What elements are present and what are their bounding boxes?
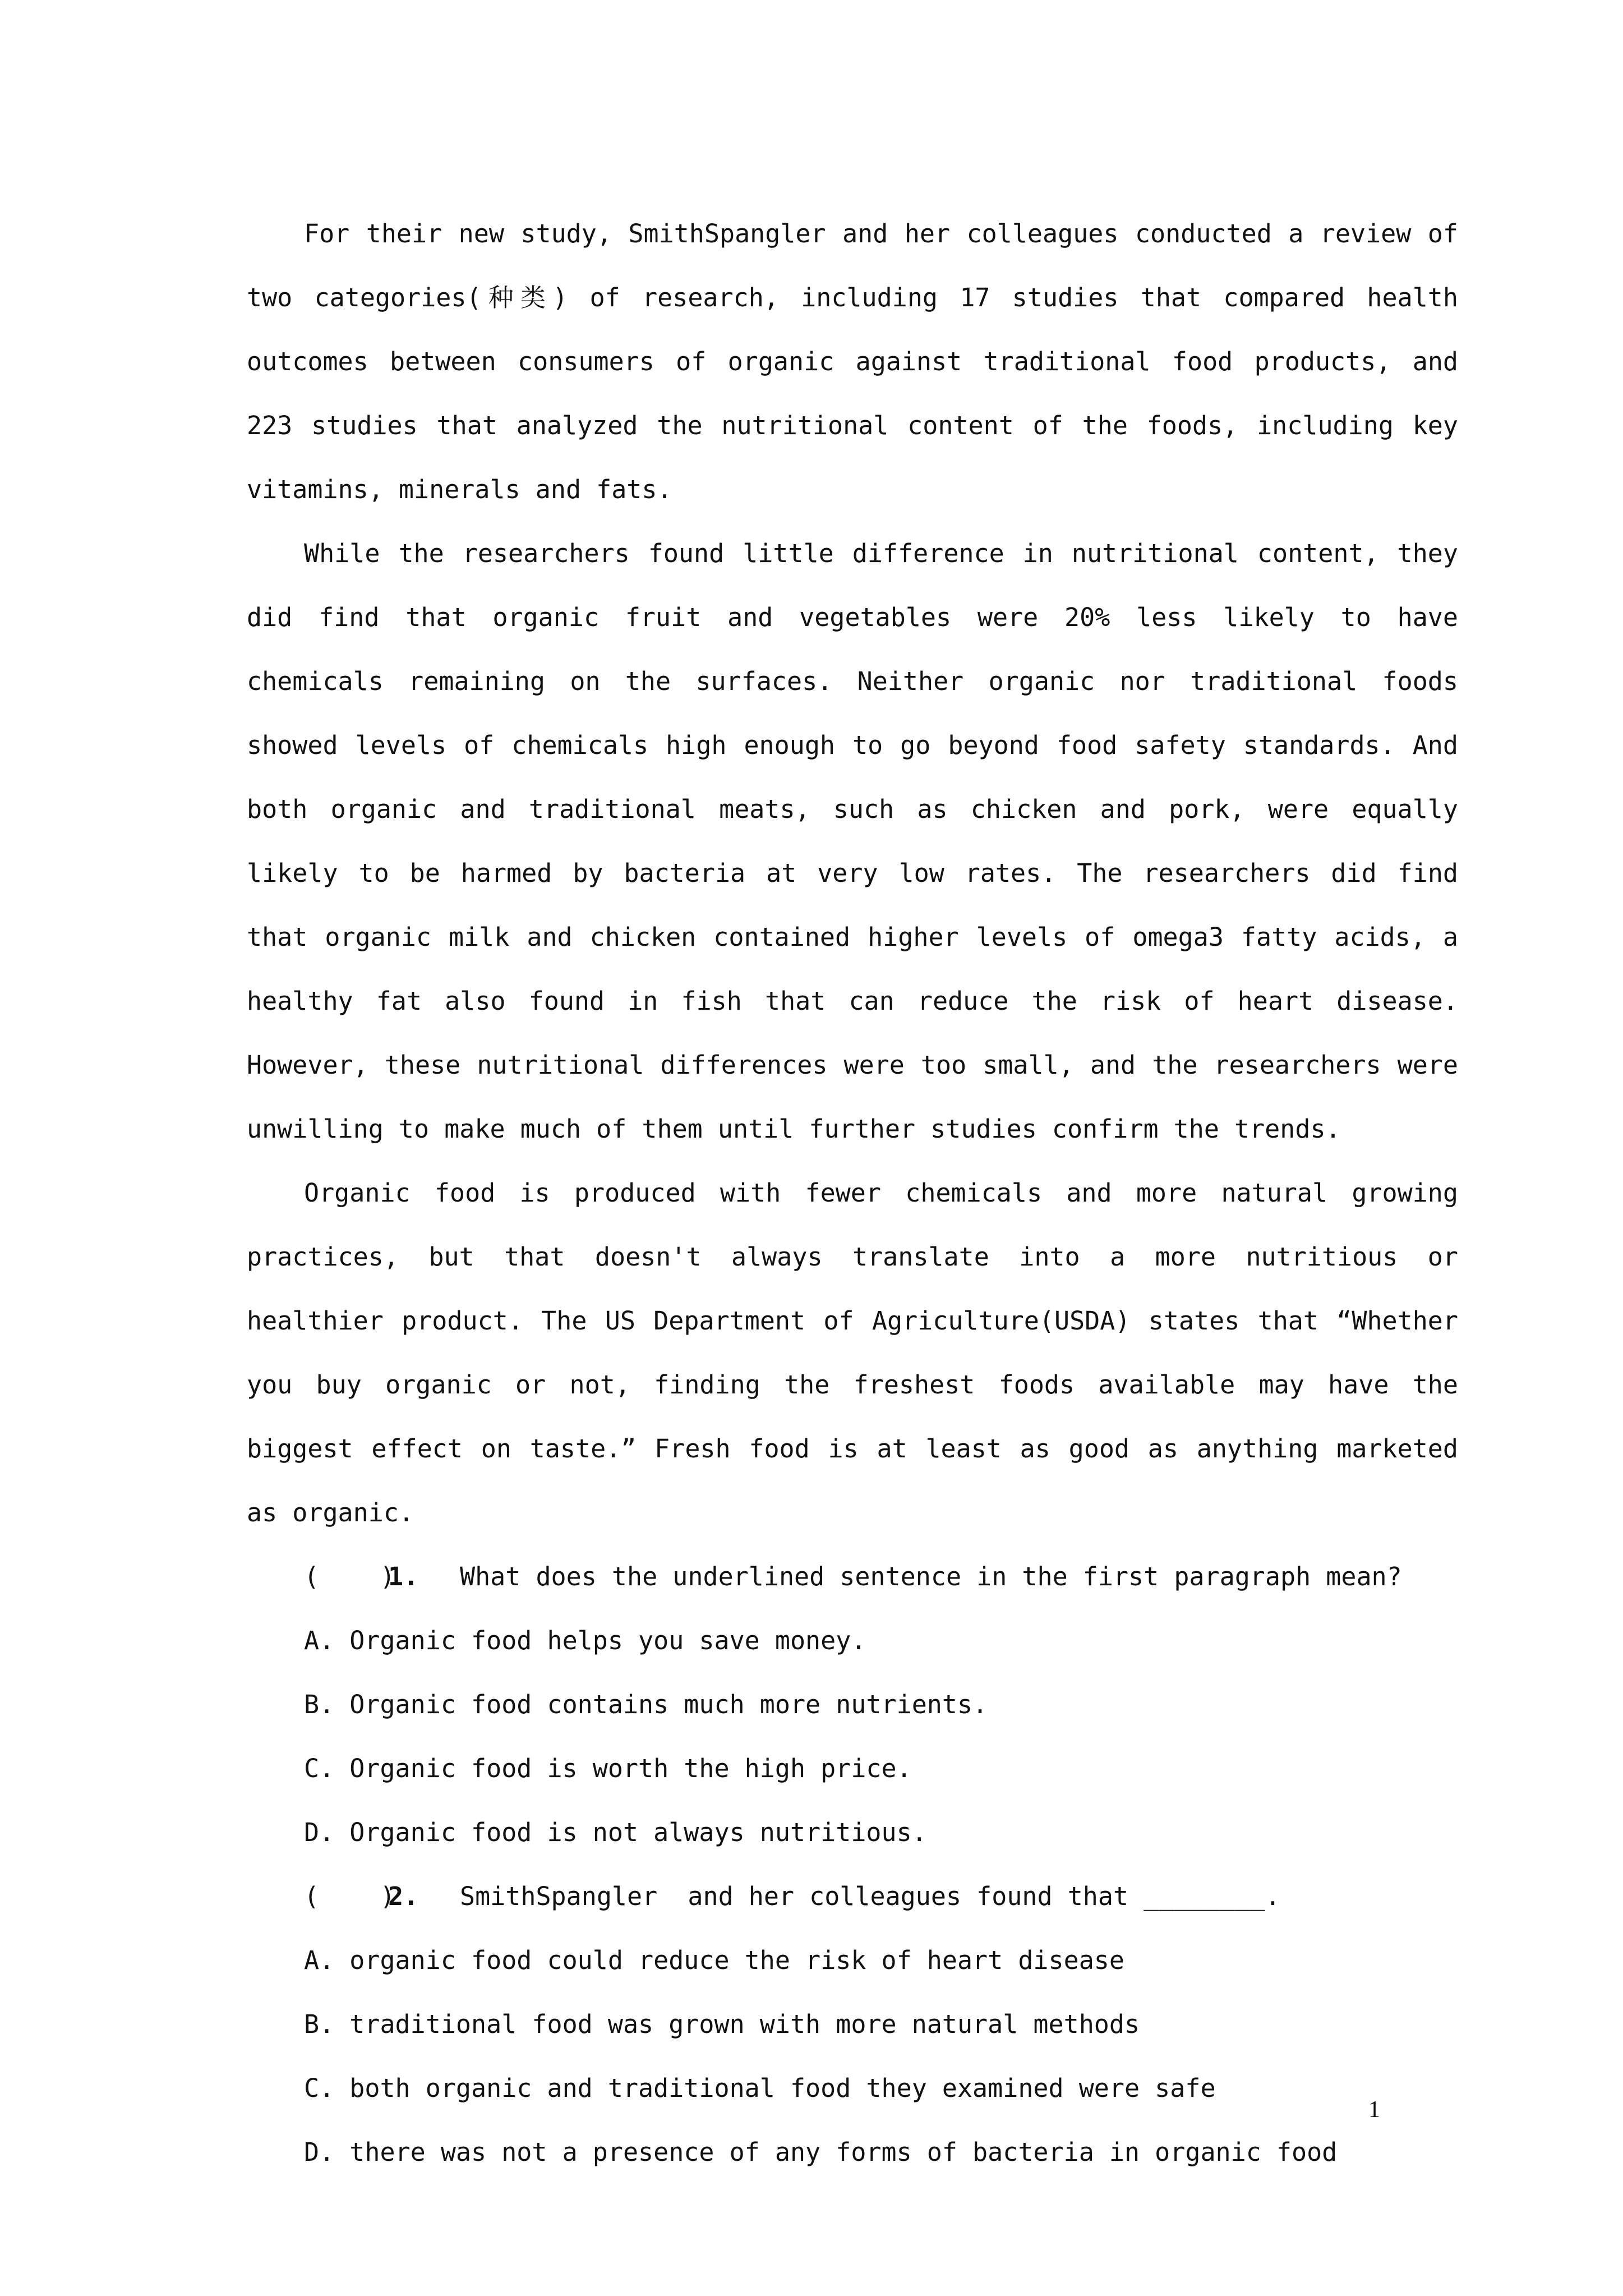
answer-blank-2: ( ) bbox=[304, 1881, 395, 1911]
question-2-stem-line bbox=[247, 1865, 1458, 1929]
page-number: 1 bbox=[1368, 2097, 1380, 2123]
question-2-option-a: A. organic food could reduce the risk of heart disease bbox=[304, 1945, 1124, 1975]
question-1 bbox=[247, 1545, 1458, 1865]
question-1-option-b: B. Organic food contains much more nutrients. bbox=[304, 1690, 988, 1719]
question-2 bbox=[247, 1865, 1458, 2184]
question-2-number: 2. bbox=[388, 1881, 419, 1911]
passage-paragraph-3: Organic food is produced with fewer chemicals and more natural growing practices, but that doesn't always translate into a more nutritious or healthier product. The US Department of Agriculture(USDA) states that “Whether you buy organic or not, finding the freshest foods available may have the biggest effect on taste.” Fresh food is at least as good as anything marketed as organic. bbox=[247, 1178, 1458, 1527]
question-1-stem-line bbox=[247, 1545, 1458, 1609]
question-2-stem: SmithSpangler and her colleagues found that ________. bbox=[460, 1881, 1280, 1911]
answer-blank-1: ( ) bbox=[304, 1562, 395, 1591]
document-body bbox=[247, 202, 1458, 2184]
question-1-option-d: D. Organic food is not always nutritious. bbox=[304, 1818, 927, 1847]
question-1-stem: What does the underlined sentence in the first paragraph mean? bbox=[460, 1562, 1402, 1591]
question-1-option-c: C. Organic food is worth the high price. bbox=[304, 1754, 912, 1783]
question-2-option-b: B. traditional food was grown with more natural methods bbox=[304, 2009, 1140, 2039]
question-1-option-a: A. Organic food helps you save money. bbox=[304, 1626, 866, 1655]
question-1-number: 1. bbox=[388, 1562, 419, 1591]
passage-paragraph-2: While the researchers found little difference in nutritional content, they did find that organic fruit and vegetables were 20% less likely to have chemicals remaining on the surfaces. Neither organic nor traditional foods showed levels of chemicals high enough to go beyond food safety standards. And both organic and traditional meats, such as chicken and pork, were equally likely to be harmed by bacteria at very low rates. The researchers did find that organic milk and chicken contained higher levels of omega3 fatty acids, a healthy fat also found in fish that can reduce the risk of heart disease. However, these nutritional differences were too small, and the researchers were unwilling to make much of them until further studies confirm the trends. bbox=[247, 539, 1458, 1144]
question-2-option-c: C. both organic and traditional food they examined were safe bbox=[304, 2073, 1216, 2103]
passage-paragraph-1: For their new study, SmithSpangler and her colleagues conducted a review of two categories(种类) of research, including 17 studies that compared health outcomes between consumers of organic against traditional food products, and 223 studies that analyzed the nutritional content of the foods, including key vitamins, minerals and fats. bbox=[247, 219, 1458, 504]
question-2-option-d: D. there was not a presence of any forms of bacteria in organic food bbox=[304, 2137, 1338, 2167]
